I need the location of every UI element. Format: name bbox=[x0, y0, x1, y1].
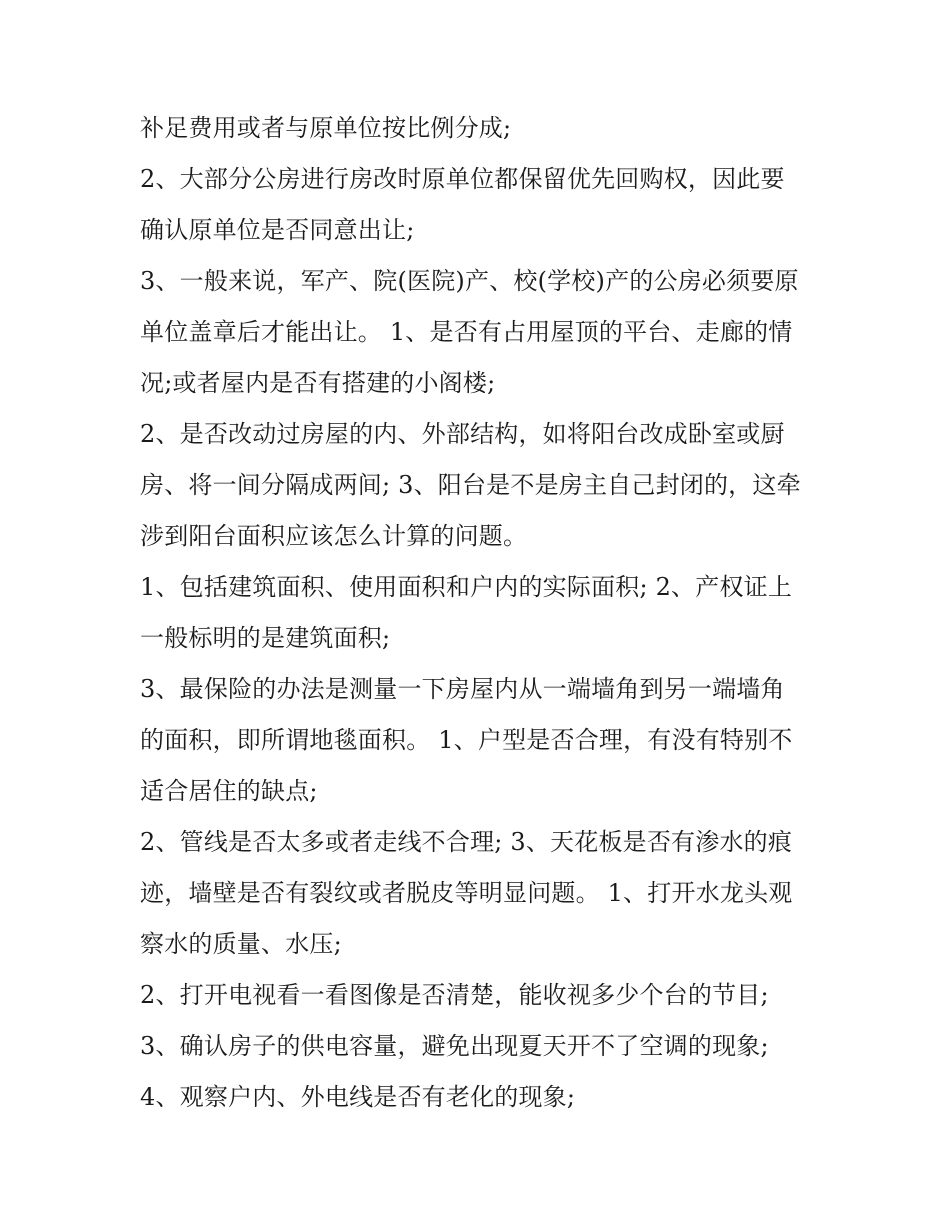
text-line: 察水的质量、水压; bbox=[140, 930, 342, 958]
document-body bbox=[140, 103, 820, 1123]
text-line: 房、将一间分隔成两间; 3、阳台是不是房主自己封闭的，这牵 bbox=[140, 471, 801, 499]
text-line: 确认原单位是否同意出让; bbox=[140, 216, 415, 244]
text-line: 2、是否改动过房屋的内、外部结构，如将阳台改成卧室或厨 bbox=[140, 420, 785, 448]
text-line: 涉到阳台面积应该怎么计算的问题。 bbox=[140, 522, 528, 550]
text-line: 一般标明的是建筑面积; bbox=[140, 624, 391, 652]
text-line: 2、打开电视看一看图像是否清楚，能收视多少个台的节目; bbox=[140, 981, 769, 1009]
text-line: 1、包括建筑面积、使用面积和户内的实际面积; 2、产权证上 bbox=[140, 573, 793, 601]
text-line: 的面积，即所谓地毯面积。 1、户型是否合理，有没有特别不 bbox=[140, 726, 793, 754]
text-line: 况;或者屋内是否有搭建的小阁楼; bbox=[140, 369, 496, 397]
text-line: 2、管线是否太多或者走线不合理; 3、天花板是否有渗水的痕 bbox=[140, 828, 793, 856]
text-line: 补足费用或者与原单位按比例分成; bbox=[140, 114, 512, 142]
text-line: 4、观察户内、外电线是否有老化的现象; bbox=[140, 1083, 576, 1111]
text-line: 3、一般来说，军产、院(医院)产、校(学校)产的公房必须要原 bbox=[140, 267, 799, 295]
text-line: 3、最保险的办法是测量一下房屋内从一端墙角到另一端墙角 bbox=[140, 675, 785, 703]
text-line: 迹，墙壁是否有裂纹或者脱皮等明显问题。 1、打开水龙头观 bbox=[140, 879, 793, 907]
text-line: 3、确认房子的供电容量，避免出现夏天开不了空调的现象; bbox=[140, 1032, 769, 1060]
text-line: 适合居住的缺点; bbox=[140, 777, 318, 805]
text-line: 2、大部分公房进行房改时原单位都保留优先回购权，因此要 bbox=[140, 165, 785, 193]
text-line: 单位盖章后才能出让。 1、是否有占用屋顶的平台、走廊的情 bbox=[140, 318, 793, 346]
